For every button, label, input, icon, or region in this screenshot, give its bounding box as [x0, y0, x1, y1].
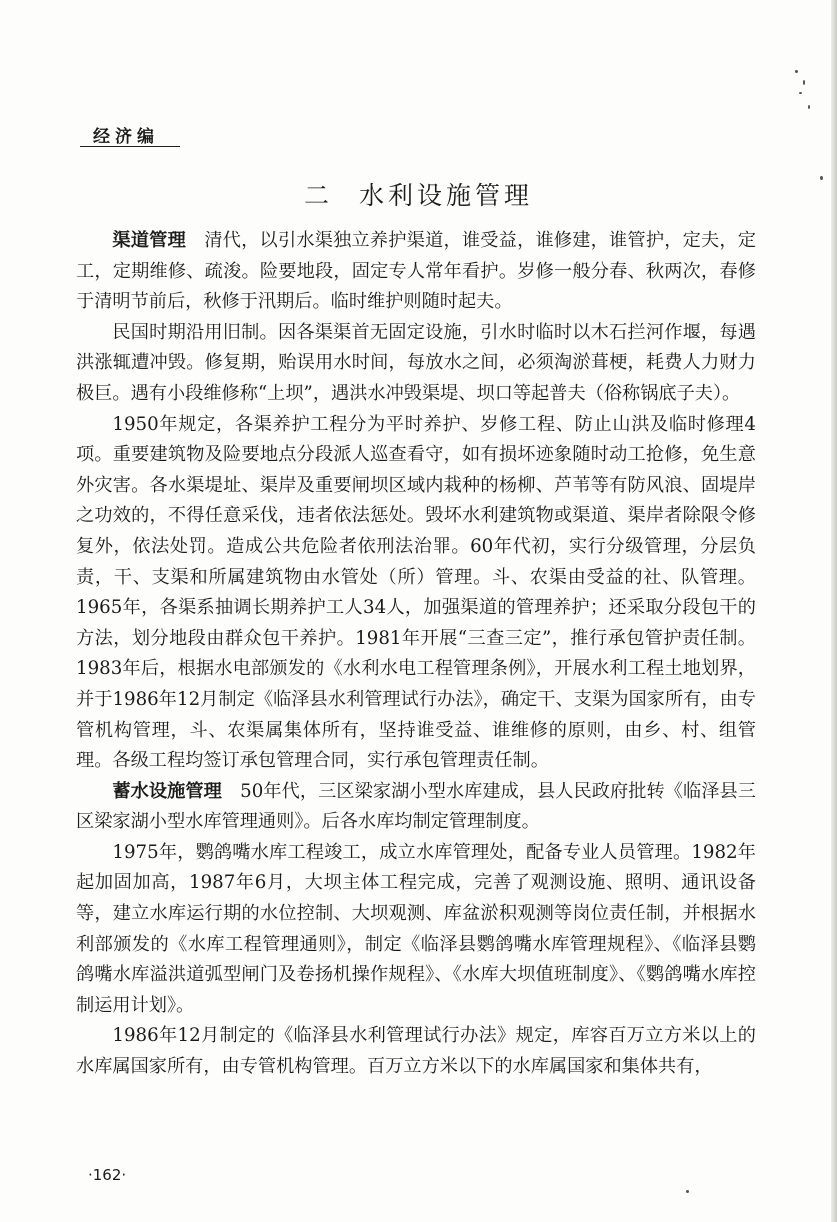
paragraph	[76, 1021, 756, 1082]
running-head-rule	[80, 146, 180, 147]
scan-speck	[803, 80, 805, 85]
paragraph-text: 清代，以引水渠独立养护渠道，谁受益，谁修建，谁管护，定夫，定工，定期维修、疏浚。险要地段，固定专人常年看护。岁修一般分春、秋两次，春修于清明节前后，秋修于汛期后。临时维护则随时起夫。	[76, 230, 756, 313]
running-head: 经济编	[93, 127, 159, 147]
paragraph-lead: 渠道管理	[112, 230, 186, 251]
paragraph-text: 1975年，鹦鸽嘴水库工程竣工，成立水库管理处，配备专业人员管理。1982年起加固加高，1987年6月，大坝主体工程完成，完善了观测设施、照明、通讯设备等，建立水库运行期的水位控制、大坝观测、库盆淤积观测等岗位责任制，并根据水利部颁发的《水库工程管理通则》，制定《临泽县鹦鸽嘴水库管理规程》、《临泽县鹦鸽嘴水库溢洪道弧型闸门及卷扬机操作规程》、《水库大坝值班制度》、《鹦鸽嘴水库控制运用计划》。	[76, 841, 756, 1016]
paragraph-lead: 蓄水设施管理	[112, 780, 222, 802]
section-number: 二	[303, 181, 333, 210]
body-text	[76, 226, 756, 1083]
page-number: ·162·	[88, 1166, 127, 1184]
section-title	[0, 176, 837, 212]
scan-speck	[795, 70, 798, 73]
paragraph-text: 1950年规定，各渠养护工程分为平时养护、岁修工程、防止山洪及临时修理4项。重要建筑物及险要地点分段派人巡查看守，如有损坏迹象随时动工抢修，免生意外灾害。各水渠堤址、渠岸及重要闸坝区域内栽种的杨柳、芦苇等有防风浪、固堤岸之功效的，不得任意采伐，违者依法惩处。毁坏水利建筑物或渠道、渠岸者除限令修复外，依法处罚。造成公共危险者依刑法治罪。60年代初，实行分级管理，分层负责，干、支渠和所属建筑物由水管处（所）管理。斗、农渠由受益的社、队管理。1965年，各渠系抽调长期养护工人34人，加强渠道的管理养护；还采取分段包干的方法，划分地段由群众包干养护。1981年开展“三查三定”，推行承包管护责任制。1983年后，根据水电部颁发的《水利水电工程管理条例》，开展水利工程土地划界，并于1986年12月制定《临泽县水利管理试行办法》，确定干、支渠为国家所有，由专管机构管理，斗、农渠属集体所有，坚持谁受益、谁维修的原则，由乡、村、组管理。各级工程均签订承包管理合同，实行承包管理责任制。	[76, 413, 756, 772]
scan-speck	[808, 105, 810, 109]
paragraph-text: 1986年12月制定的《临泽县水利管理试行办法》规定，库容百万立方米以上的水库属国家所有，由专管机构管理。百万立方米以下的水库属国家和集体共有，	[76, 1025, 756, 1078]
scan-speck	[686, 1190, 689, 1193]
scan-speck	[799, 92, 802, 94]
paragraph	[76, 318, 756, 410]
paragraph	[76, 410, 756, 777]
paragraph	[76, 226, 756, 318]
section-title-text: 水利设施管理	[359, 181, 534, 210]
paragraph-text: 50年代，三区梁家湖小型水库建成，县人民政府批转《临泽县三区梁家湖小型水库管理通则》。后各水库均制定管理制度。	[76, 780, 756, 833]
paragraph	[76, 838, 756, 1022]
paragraph	[76, 777, 756, 838]
paragraph-text: 民国时期沿用旧制。因各渠渠首无固定设施，引水时临时以木石拦河作堰，每遇洪涨辄遭冲毁。修复期，贻误用水时间，每放水之间，必须淘淤葺梗，耗费人力财力极巨。遇有小段维修称“上坝”，遇洪水冲毁渠堤、坝口等起普夫（俗称锅底子夫）。	[76, 321, 756, 404]
